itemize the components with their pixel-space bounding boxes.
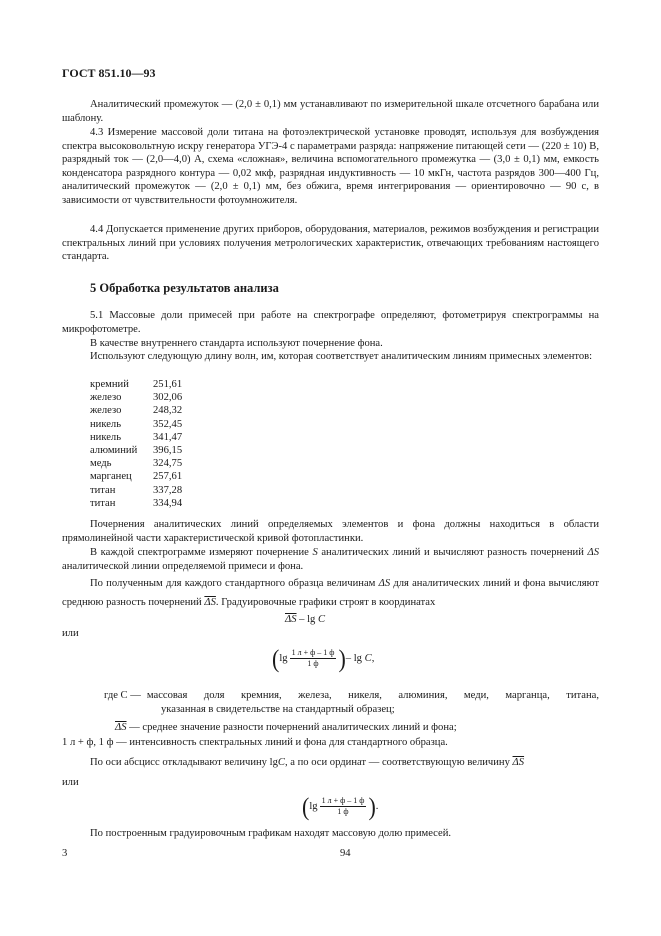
wavelength-row xyxy=(90,378,182,391)
element-wavelength: 341,47 xyxy=(153,431,183,443)
text-span: , а по оси ординат — соответствующую величину xyxy=(284,757,510,768)
wavelength-row xyxy=(90,391,182,404)
formula-2 xyxy=(272,643,375,673)
wavelength-row xyxy=(90,497,182,510)
text-span: По полученным для каждого стандартного образца величинам xyxy=(90,578,376,589)
element-wavelength: 302,06 xyxy=(153,392,183,404)
wavelength-row xyxy=(90,404,182,417)
text-span: аналитической линии определяемой примеси и фона. xyxy=(62,560,304,572)
element-wavelength: 352,45 xyxy=(153,418,183,430)
fraction-numerator: 1 л + ф – 1 ф xyxy=(291,648,335,657)
page-number: 94 xyxy=(340,848,351,859)
paragraph-result: По построенным градуировочным графикам находят массовую долю примесей. xyxy=(90,828,452,839)
paragraph-wavelengths: Используют следующую длину волн, им, которая соответствует аналитическим линиям примесных элементов: xyxy=(90,351,593,362)
legend-ds-desc: — среднее значение разности почернений аналитических линий и фона; xyxy=(129,722,457,733)
fraction-denominator: 1 ф xyxy=(337,807,349,816)
wavelength-row xyxy=(90,418,182,431)
symbol-mean-delta-s: $\overline{\Delta S}$ xyxy=(204,597,216,608)
text-span: аналитических линий и вычисляют разность почернений xyxy=(321,547,584,558)
symbol-mean-delta-s: $\overline{\Delta S}$ xyxy=(115,722,127,733)
fraction-numerator: 1 л + ф – 1 ф xyxy=(321,796,365,805)
formula-comma: , xyxy=(371,653,375,664)
paragraph-axes xyxy=(62,756,599,770)
element-name: железо xyxy=(90,392,122,404)
element-wavelength: 396,15 xyxy=(153,445,183,457)
legend-i-desc: интенсивность спектральных линий и фона для стандартного образца. xyxy=(129,737,448,748)
paragraph-4-4: 4.4 Допускается применение других приборов, оборудования, материалов, режимов возбуждения и регистрации спектральных линий при условиях получения метрологических характеристик, отвечающих требованиям настоящего стандарта. xyxy=(62,224,599,263)
symbol-c: C xyxy=(318,614,326,625)
formula-period: . xyxy=(375,801,379,812)
paren-open: ( xyxy=(272,643,280,673)
document-code: ГОСТ 851.10—93 xyxy=(62,66,156,80)
symbol-mean-delta-s: $\overline{\Delta S}$ xyxy=(512,757,525,768)
wavelength-row xyxy=(90,470,182,483)
paragraph-blackening: Почернения аналитических линий определяемых элементов и фона должны находиться в области прямолинейной части характеристической кривой фотопластинки. xyxy=(62,519,599,544)
symbol-delta-s: ΔS xyxy=(378,578,391,589)
element-name: железо xyxy=(90,405,122,417)
section-heading: 5 Обработка результатов анализа xyxy=(90,281,279,295)
text-span: В каждой спектрограмме измеряют почернение xyxy=(90,547,309,558)
element-wavelength: 337,28 xyxy=(153,484,183,496)
legend-c-desc2: указанная в свидетельстве на стандартный образец; xyxy=(161,703,395,715)
element-name: кремний xyxy=(90,379,129,390)
wavelength-row xyxy=(90,444,182,457)
element-wavelength: 257,61 xyxy=(153,471,183,483)
formula-text: – lg xyxy=(345,653,362,664)
paragraph-graduation xyxy=(62,574,599,612)
text-or: или xyxy=(62,628,79,639)
element-name: марганец xyxy=(90,471,132,483)
element-name: титан xyxy=(90,484,116,496)
text-span: По оси абсцисс откладывают величину xyxy=(90,757,267,768)
legend-mean-ds xyxy=(115,721,457,735)
paren-close: ) xyxy=(338,643,346,673)
formula-text: lg xyxy=(279,653,288,664)
element-name: алюминий xyxy=(90,445,138,457)
symbol-mean-delta-s: $\overline{\Delta S}$ xyxy=(285,614,297,625)
fraction xyxy=(290,648,337,669)
paren-close: ) xyxy=(368,791,376,821)
element-wavelength: 251,61 xyxy=(153,379,183,390)
symbol-c: C xyxy=(277,757,285,768)
element-name: никель xyxy=(90,431,122,443)
element-wavelength: 248,32 xyxy=(153,405,183,417)
text-span: . Градуировочные графики строят в координатах xyxy=(215,597,436,608)
paragraph-4-3: 4.3 Измерение массовой доли титана на фотоэлектрической установке проводят, используя для возбуждения спектра высоковольтную искру генератора УГЭ-4 с параметрами разряда: напряжение питающей сети — (220 ± 10) В, разрядный ток — (2,0—4,0) А, схема «сложная», величина вспомогательного промежутка — (3,0 ± 0,1) мм, емкость конденсатора разрядного контура — 0,02 мкф, разрядная индуктивность — 10 мкГн, частота разрядов 300—400 Гц, аналитический промежуток — (2,0 ± 0,1) мм, без обжига, время интегрирования — ориентировочно — 90 с, в зависимости от чувствительности фотоумножителя. xyxy=(62,127,599,206)
fraction-denominator: 1 ф xyxy=(307,659,319,668)
wavelength-row xyxy=(90,431,182,444)
legend-i-prefix: 1 л + ф, 1 ф — xyxy=(62,737,127,748)
fraction xyxy=(320,796,367,817)
element-name: никель xyxy=(90,418,122,430)
formula-3 xyxy=(302,791,379,821)
paragraph-internal-standard: В качестве внутреннего стандарта используют почернение фона. xyxy=(90,338,383,349)
formula-1 xyxy=(285,613,325,626)
paragraph-5-1: 5.1 Массовые доли примесей при работе на спектрографе определяют, фотометрируя спектрограммы на микрофотометре. xyxy=(62,310,599,335)
formula-text: – lg xyxy=(296,614,318,625)
legend-c-prefix: где C — xyxy=(104,690,141,701)
paragraph-spectrogram xyxy=(62,546,599,573)
paren-open: ( xyxy=(302,791,310,821)
legend-c-desc: массовая доля кремния, железа, никеля, алюминия, меди, марганца, титана, xyxy=(146,690,599,701)
wavelength-row xyxy=(90,484,182,497)
text-span: для аналитических линий и фона вычисляют среднюю разность почернений xyxy=(62,578,600,608)
element-name: медь xyxy=(90,458,112,470)
legend-c xyxy=(104,689,599,716)
formula-text: lg xyxy=(309,801,318,812)
paragraph-gap: Аналитический промежуток — (2,0 ± 0,1) мм устанавливают по измерительной шкале отсчетного барабана или шаблону. xyxy=(62,99,599,124)
text-or: или xyxy=(62,777,79,788)
wavelength-row xyxy=(90,457,182,470)
formula-text: lg xyxy=(269,757,278,768)
symbol-s: S xyxy=(312,547,318,558)
symbol-c: C xyxy=(364,653,372,664)
wavelength-table xyxy=(90,378,182,510)
footer-left-number: 3 xyxy=(62,848,68,859)
element-wavelength: 334,94 xyxy=(153,497,183,509)
symbol-delta-s: ΔS xyxy=(587,547,600,558)
element-name: титан xyxy=(90,497,116,509)
element-wavelength: 324,75 xyxy=(153,458,183,470)
legend-intensity xyxy=(62,736,448,750)
